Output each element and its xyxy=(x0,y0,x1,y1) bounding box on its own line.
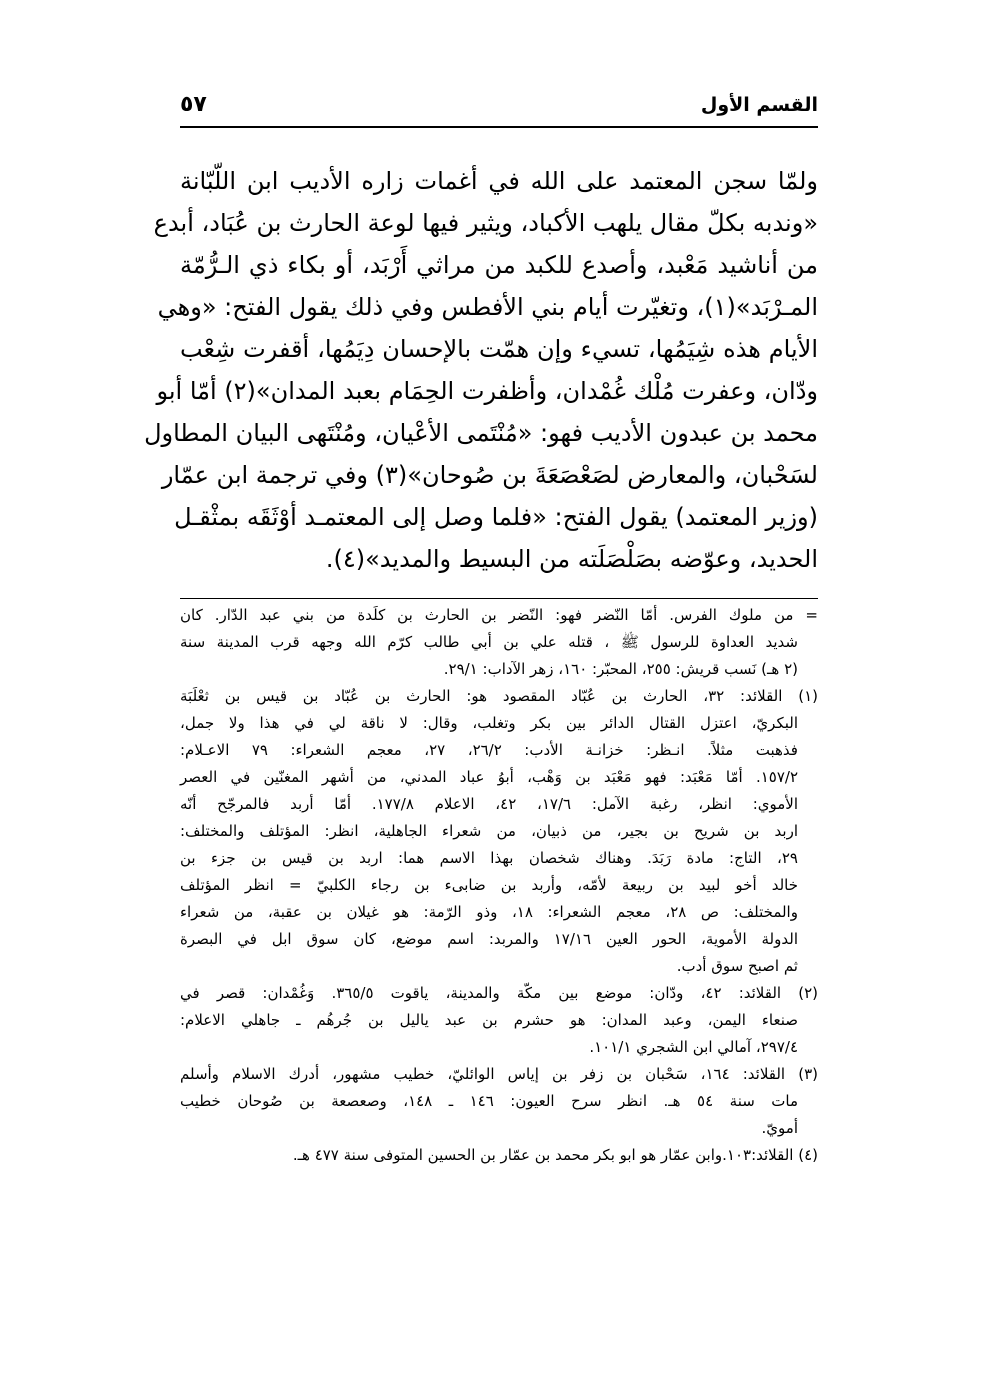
footnote-line: ثم اصبح سوق أدب. xyxy=(676,957,798,975)
footnote-rule xyxy=(180,598,818,599)
footnote-line: اربد بن شريح بن بجير، من ذبيان، من شعراء الجاهلية، انظر: المؤتلف والمختلف: xyxy=(180,822,798,840)
body-line: الحديد، وعوّضه بصَلْصَلَته من البسيط والمديد»(٤). xyxy=(325,545,818,573)
footnote-line: البكريّ، اعتزل القتال الدائر بين بكر وتغلب، وقال: لا ناقة لي في هذا ولا جمل، xyxy=(180,714,798,732)
body-line: محمد بن عبدون الأديب فهو: «مُنْتَمى الأعْيان، ومُنْتَهى البيان المطاول xyxy=(144,419,818,447)
footnote-line: مات سنة ٥٤ هـ. انظر سرح العيون: ١٤٦ ـ ١٤٨، وصعصعة بن صُوحان خطيب xyxy=(180,1092,799,1110)
footnote-line: الدولة الأموية، الحور العين ١٧/١٦ والمربد: اسم موضع، كان سوق ابل في البصرة xyxy=(180,930,798,948)
body-line: المـرْبَد»(١)، وتغيّرت أيام بني الأفطس وفي ذلك يقول الفتح: «وهي xyxy=(157,293,818,321)
section-title: القسم الأول xyxy=(700,94,818,116)
footnote-line: صنعاء اليمن، وعبد المدان: هو حشرم بن عبد ياليل بن جُرهُم ـ جاهلي الاعلام: xyxy=(180,1011,798,1029)
body-line: من أناشيد مَعْبد، وأصدع للكبد من مراثي أَرْبَد، أو بكاء ذي الـرُّمّة xyxy=(180,251,818,279)
footnote-line: ٢٩٧/٤، آمالي ابن الشجري ١٠١/١. xyxy=(589,1038,798,1056)
body-line: (وزير المعتمد) يقول الفتح: «فلما وصل إلى المعتمـد أوْثَقَه بمثْقـل xyxy=(174,503,818,531)
body-line: ودّان، وعفرت مُلْك غُمْدان، وأظفرت الحِمَام بعبد المدان»(٢) أمّا أبو xyxy=(156,377,818,405)
body-line: الأيام هذه شِيَمُها، تسيء وإن همّت بالإحسان دِيَمُها، أقفرت شِعْب xyxy=(180,335,818,363)
footnote-line: ١٥٧/٢. أمّا مَعْبَد: فهو مَعْبَد بن وَهْب، أبوُ عباد المدني، من أشهر المغنّين في العصر xyxy=(180,768,798,786)
footnote-line: فذهبت مثلاً. انـظر: خزانـة الأدب: ٢٦/٢، ٢٧، معجم الشعراء: ٧٩ الاعـلام: xyxy=(180,741,798,759)
footnote-line: (١) القلائد: ٣٢، الحارث بن عُبّاد المقصود هو: الحارث بن عُبّاد بن قيس بن ثعْلَبَة xyxy=(180,687,818,705)
footnote-line: (٣) القلائد: ١٦٤، سَحْبان بن زفر بن إياس الوائليّ، خطيب مشهور، أدرك الاسلام وأسلم xyxy=(180,1065,818,1083)
footnote-line: = من ملوك الفرس. أمّا النّضر فهو: النّضر بن الحارث بن كلَدة من بني عبد الدّار. كان xyxy=(180,606,818,624)
footnote-line: (٢ هـ) نَسب قريش: ٢٥٥، المحبّر: ١٦٠، زهر الآداب: ٢٩/١. xyxy=(443,660,798,678)
footnote-line: والمختلف: ص ٢٨، معجم الشعراء: ١٨، وذو الرّمة: هو غيلان بن عقبة، من شعراء xyxy=(180,903,798,921)
footnote-line: أمويّ. xyxy=(761,1119,798,1137)
footnote-line: ٢٩، التاج: مادة رَبَدَ. وهناك شخصان بهذا الاسم هما: اربد بن قيس بن جزء بن xyxy=(180,849,798,867)
page-number: ٥٧ xyxy=(180,92,207,117)
body-line: لسَحْبان، والمعارض لصَعْصَعَةَ بن صُوحان»(٣) وفي ترجمة ابن عمّار xyxy=(161,461,818,489)
running-header xyxy=(180,90,818,122)
main-text xyxy=(144,160,818,580)
footnote-line: (٢) القلائد: ٤٢، ودّان: موضع بين مكّة والمدينة، ياقوت ٣٦٥/٥. وَغُمْدان: قصر في xyxy=(180,984,818,1002)
body-line: «وندبه بكلّ مقال يلهب الأكباد، ويثير فيها لوعة الحارث بن عُبَاد، أبدع xyxy=(153,209,818,237)
footnote-line: شديد العداوة للرسول ﷺ ، قتله علي بن أبي طالب كرّم الله وجهه قرب المدينة سنة xyxy=(180,633,798,651)
footnotes xyxy=(180,602,818,1169)
body-line: ولمّا سجن المعتمد على الله في أغمات زاره الأديب ابن اللّبّانة xyxy=(180,167,818,195)
footnote-line: خالد أخو لبيد بن ربيعة لأمّه، وأربد بن ضابىء بن رجاء الكلبيّ = انظر المؤتلف xyxy=(180,876,798,894)
footnote-line: الأموي: انظر، رغبة الآمل: ١٧/٦، ٤٢، الاعلام ١٧٧/٨. أمّا أربد فالمرجّح أنّه xyxy=(180,795,799,813)
header-rule xyxy=(180,126,818,128)
footnote-line: (٤) القلائد:١٠٣.وابن عمّار هو ابو بكر محمد بن عمّار بن الحسين المتوفى سنة ٤٧٧ هـ. xyxy=(292,1146,818,1164)
